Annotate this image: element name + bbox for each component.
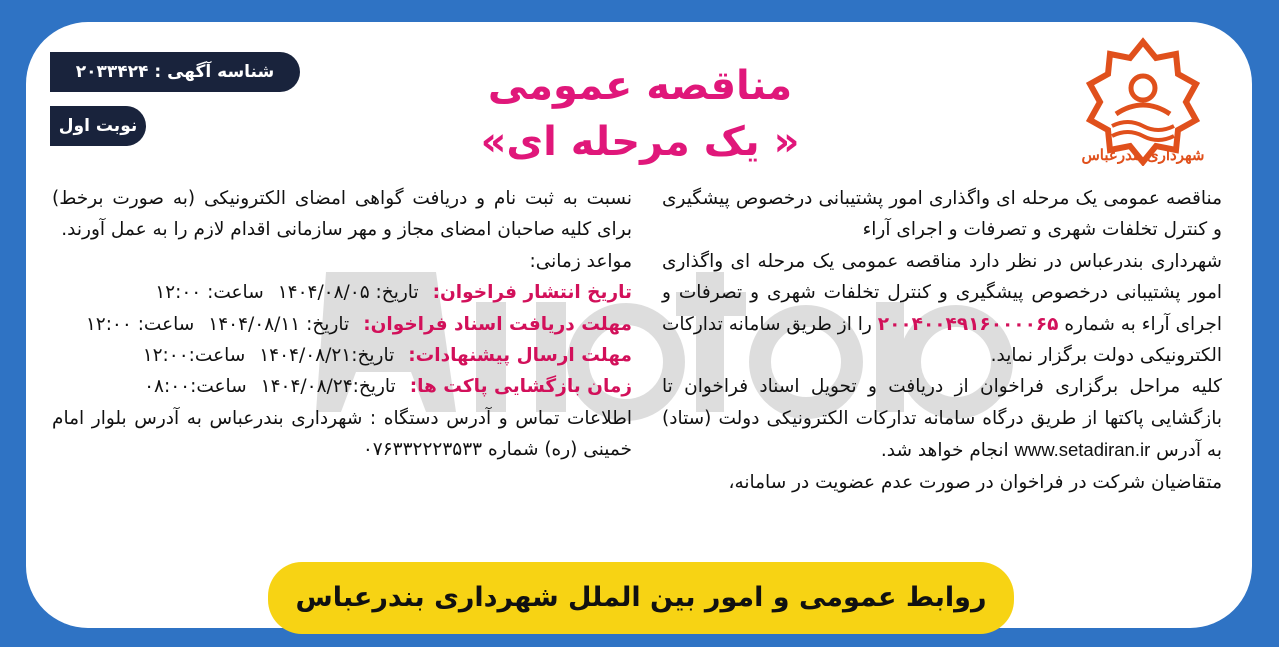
tender-number: ۲۰۰۴۰۰۴۹۱۶۰۰۰۰۶۵ [877, 313, 1059, 335]
paragraph-process-after: انجام خواهد شد. [880, 440, 1009, 462]
paragraph-tender [662, 246, 1222, 372]
body-left-column [52, 183, 632, 466]
schedule-date: تاریخ:۱۴۰۴/۰۸/۲۱ [259, 345, 395, 367]
website-link[interactable]: www.setadiran.ir [1014, 439, 1151, 461]
schedule-time: ساعت: ۱۲:۰۰ [155, 282, 264, 304]
paragraph-process [662, 371, 1222, 466]
schedule-date: تاریخ:۱۴۰۴/۰۸/۲۴ [260, 376, 396, 398]
schedule-time: ساعت:۰۸:۰۰ [144, 376, 247, 398]
body-right-column [662, 183, 1222, 498]
announcement-id-value: ۲۰۳۳۴۲۴ [75, 62, 149, 82]
schedule-date: تاریخ: ۱۴۰۴/۰۸/۱۱ [208, 313, 350, 335]
announcement-id-badge [50, 52, 300, 92]
schedule-date: تاریخ: ۱۴۰۴/۰۸/۰۵ [277, 282, 419, 304]
schedule-label: مهلت ارسال پیشنهادات: [408, 345, 632, 367]
paragraph-tender-before: شهرداری بندرعباس در نظر دارد مناقصه عمومی یک مرحله ای واگذاری امور پشتیبانی درخصوص پیشگیری و کنترل تخلفات شهری و تصرفات و اجرای آراء به شماره [662, 250, 1222, 335]
paragraph-intro: مناقصه عمومی یک مرحله ای واگذاری امور پشتیبانی درخصوص پیشگیری و کنترل تخلفات شهری و تصرفات و اجرای آراء [662, 188, 1222, 241]
paragraph-tender-after: را از طریق سامانه تدارکات الکترونیکی دولت برگزار نماید. [662, 313, 1222, 367]
page-subtitle: «یک مرحله ای » [480, 119, 800, 165]
schedule-time: ساعت: ۱۲:۰۰ [85, 313, 195, 335]
logo-caption: شهرداری بندرعباس [1081, 146, 1205, 164]
schedule-row [52, 277, 632, 308]
paragraph-process-before: کلیه مراحل برگزاری فراخوان از دریافت و تحویل اسناد فراخوان تا بازگشایی پاکتها از طریق درگاه سامانه تدارکات الکترونیکی دولت (ستاد) به آدرس [662, 376, 1222, 462]
turn-badge: نوبت اول [50, 106, 146, 146]
schedule-row [52, 340, 632, 371]
schedule-row [52, 309, 632, 340]
schedule-label: تاریخ انتشار فراخوان: [432, 282, 632, 304]
ad-panel [26, 22, 1252, 628]
paragraph-applicants: متقاضیان شرکت در فراخوان در صورت عدم عضویت در سامانه، [728, 471, 1222, 493]
schedule-time: ساعت:۱۲:۰۰ [142, 345, 246, 367]
page-title: مناقصه عمومی [487, 63, 793, 109]
contact-info: اطلاعات تماس و آدرس دستگاه : شهرداری بندرعباس به آدرس بلوار امام خمینی (ره) شماره ۰۷۶۳۳۲۲۲۳۵۳۳ [52, 407, 632, 461]
paragraph-registration: نسبت به ثبت نام و دریافت گواهی امضای الکترونیکی (به صورت برخط) برای کلیه صاحبان امضای مجاز و مهر سازمانی اقدام لازم را به عمل آورند. [52, 188, 632, 241]
schedule-label: زمان بازگشایی پاکت ها: [409, 376, 632, 398]
announcement-id-label: شناسه آگهی : [154, 62, 275, 82]
schedule-heading: مواعد زمانی: [529, 250, 632, 272]
schedule-row [52, 371, 632, 402]
footer-banner: روابط عمومی و امور بین الملل شهرداری بندرعباس [268, 562, 1014, 634]
schedule-label: مهلت دریافت اسناد فراخوان: [363, 313, 632, 335]
